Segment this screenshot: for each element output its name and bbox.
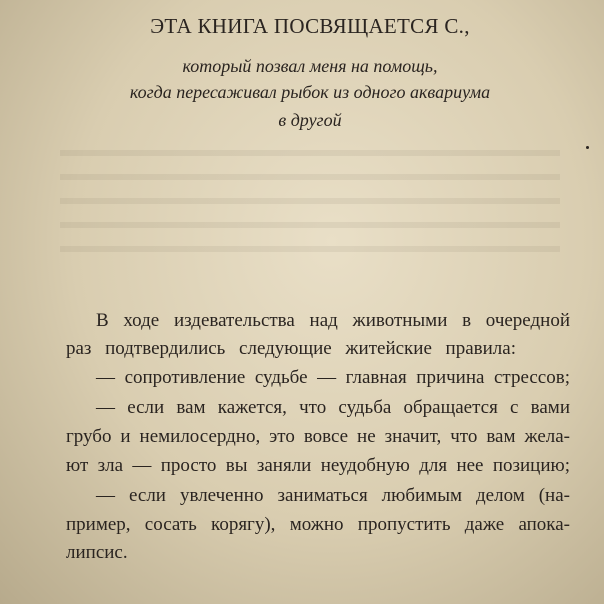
body-line: ют зла — просто вы заняли неудобную для нее позицию; (66, 455, 570, 476)
dedication-line: в другой (278, 110, 342, 130)
body-line: грубо и немилосердно, это вовсе не значит, что вам жела- (66, 426, 570, 447)
body-line: — сопротивление судьбе — главная причина стрессов; (96, 367, 570, 388)
body-line: В ходе издевательства над животными в очередной (96, 310, 570, 331)
body-line: раз подтвердились следующие житейские правила: (66, 338, 516, 359)
dedication-heading: ЭТА КНИГА ПОСВЯЩАЕТСЯ С., (150, 14, 470, 38)
body-line: — если вам кажется, что судьба обращается с вами (96, 397, 570, 418)
body-line: пример, сосать корягу), можно пропустить даже апока- (66, 514, 570, 535)
bleed-through-text (60, 150, 560, 270)
body-line: липсис. (66, 542, 128, 563)
body-line: — если увлеченно заниматься любимым делом (на- (96, 485, 570, 506)
ink-dot (586, 146, 589, 149)
dedication-line: когда пересаживал рыбок из одного аквариума (129, 82, 491, 102)
dedication-line: который позвал меня на помощь, (182, 56, 438, 76)
